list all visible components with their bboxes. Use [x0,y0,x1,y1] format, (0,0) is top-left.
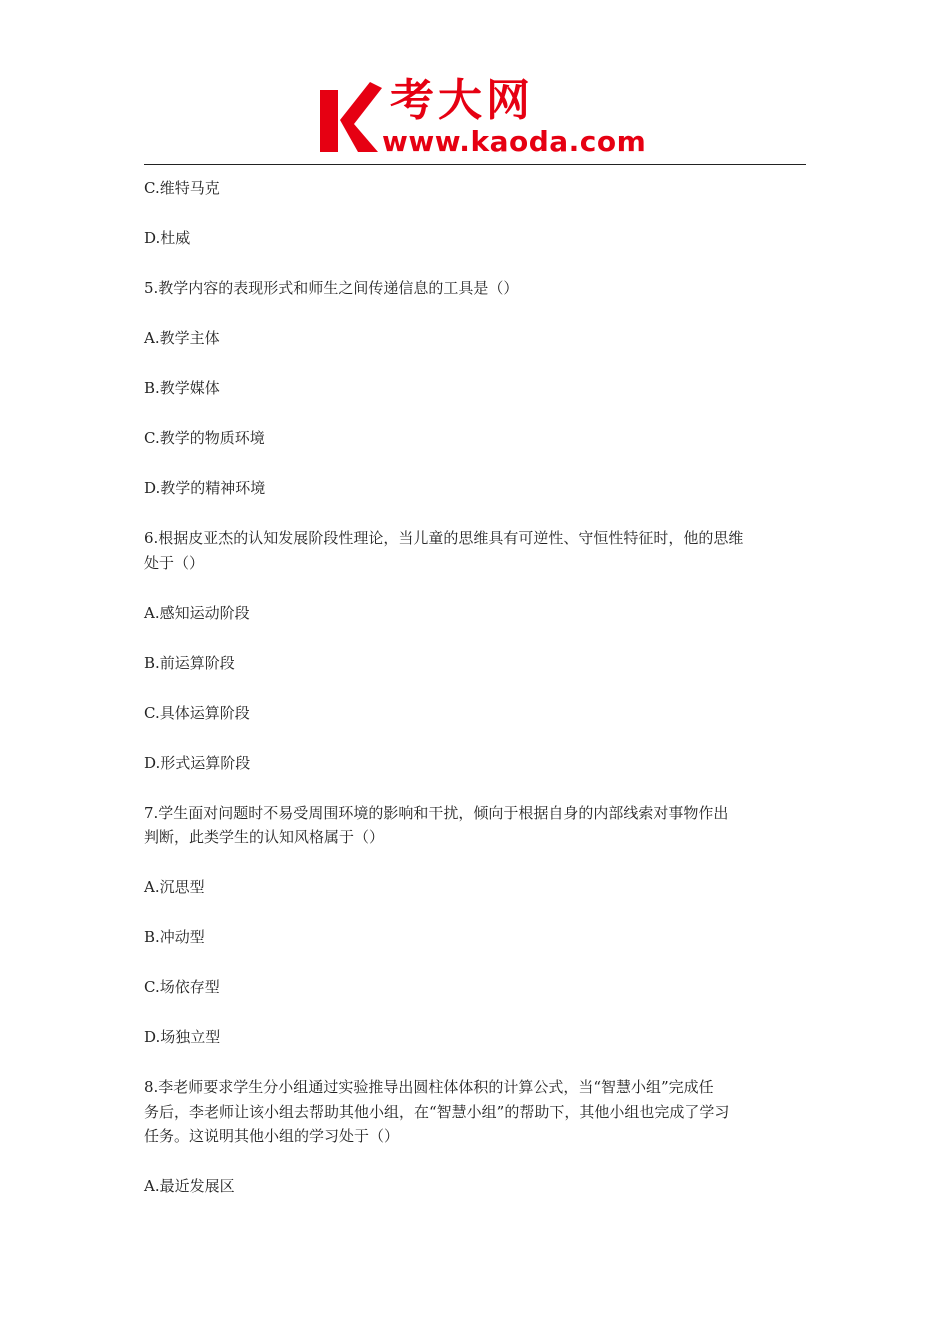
question-8 [144,1075,808,1149]
question-text-line: 处于（） [144,553,205,572]
option-a: A.最近发展区 [144,1177,235,1195]
document-body [144,176,808,1224]
option-c: C.具体运算阶段 [144,703,250,722]
question-7 [144,801,808,850]
option-d: D.场独立型 [144,1028,221,1046]
question-text-line: 6.根据皮亚杰的认知发展阶段性理论，当儿童的思维具有可逆性、守恒性特征时，他的思维 [144,529,744,547]
logo-url: www.kaoda.com [382,125,647,158]
question-5: 5.教学内容的表现形式和师生之间传递信息的工具是（） [144,279,519,297]
option-c: C.维特马克 [144,179,220,197]
site-logo [318,76,648,160]
question-text-line: 判断，此类学生的认知风格属于（） [144,828,385,846]
option-a: A.沉思型 [144,878,205,896]
header-divider [144,164,806,165]
option-c: C.场依存型 [144,978,220,996]
question-text-line: 务后，李老师让该小组去帮助其他小组，在“智慧小组”的帮助下，其他小组也完成了学习 [144,1102,730,1121]
option-c: C.教学的物质环境 [144,429,265,447]
question-6 [144,526,808,575]
option-a: A.感知运动阶段 [144,603,250,622]
option-b: B.前运算阶段 [144,653,235,672]
option-d: D.教学的精神环境 [144,479,266,497]
question-text-line: 7.学生面对问题时不易受周围环境的影响和干扰，倾向于根据自身的内部线索对事物作出 [144,803,729,822]
kaoda-k-logo-icon [318,80,382,154]
option-d: D.杜威 [144,229,191,247]
question-text-line: 任务。这说明其他小组的学习处于（） [144,1127,400,1145]
option-b: B.冲动型 [144,928,205,946]
option-d: D.形式运算阶段 [144,753,251,772]
option-a: A.教学主体 [144,329,220,347]
question-text-line: 8.李老师要求学生分小组通过实验推导出圆柱体体积的计算公式，当“智慧小组”完成任 [144,1078,714,1096]
option-b: B.教学媒体 [144,379,220,397]
logo-title: 考大网 [390,75,534,126]
